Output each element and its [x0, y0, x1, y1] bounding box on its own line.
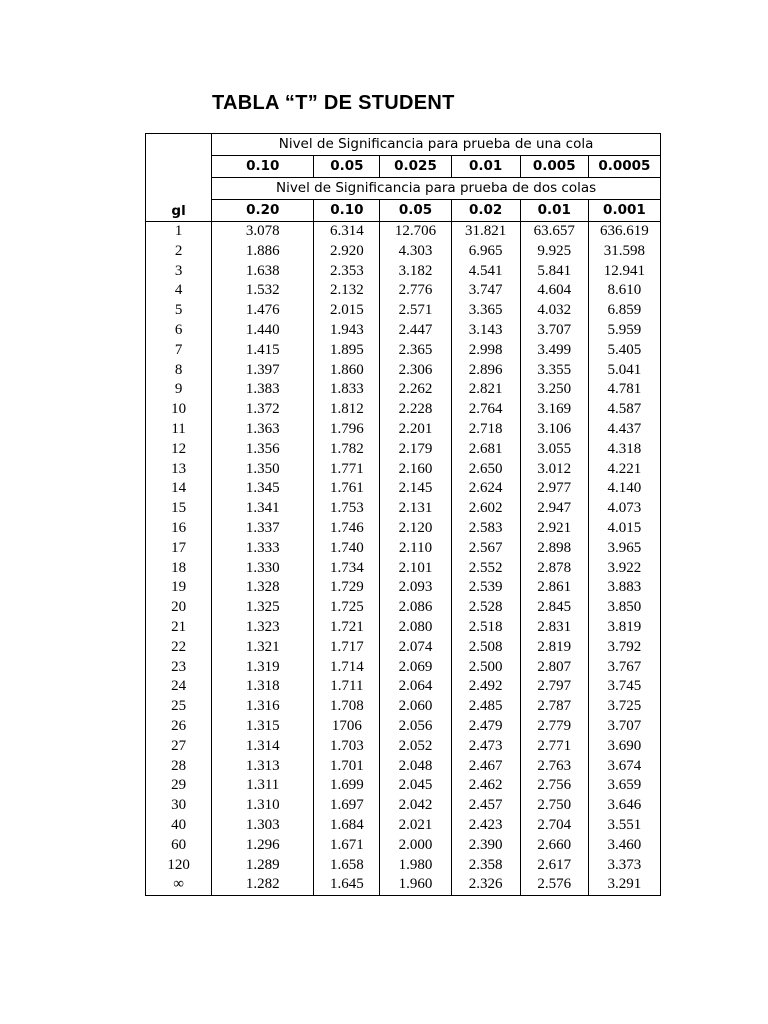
table-row — [146, 677, 661, 697]
one-tail-level-2: 0.025 — [380, 156, 451, 178]
one-tail-level-5: 0.0005 — [588, 156, 660, 178]
critical-value-cell: 3.674 — [588, 757, 660, 777]
critical-value-cell: 2.650 — [451, 460, 520, 480]
table-row — [146, 281, 661, 301]
df-cell: 7 — [146, 341, 212, 361]
critical-value-cell: 4.221 — [588, 460, 660, 480]
critical-value-cell: 4.303 — [380, 242, 451, 262]
table-row — [146, 618, 661, 638]
critical-value-cell: 1.782 — [314, 440, 380, 460]
critical-value-cell: 2.617 — [520, 856, 588, 876]
table-row — [146, 539, 661, 559]
critical-value-cell: 2.093 — [380, 578, 451, 598]
table-row — [146, 717, 661, 737]
critical-value-cell: 2.056 — [380, 717, 451, 737]
critical-value-cell: 2.069 — [380, 658, 451, 678]
critical-value-cell: 2.528 — [451, 598, 520, 618]
table-row — [146, 816, 661, 836]
critical-value-cell: 2.831 — [520, 618, 588, 638]
critical-value-cell: 1.708 — [314, 697, 380, 717]
table-row — [146, 301, 661, 321]
critical-value-cell: 2.567 — [451, 539, 520, 559]
critical-value-cell: 2.015 — [314, 301, 380, 321]
critical-value-cell: 1706 — [314, 717, 380, 737]
critical-value-cell: 1.397 — [212, 361, 314, 381]
page-title: TABLA “T” DE STUDENT — [212, 92, 455, 114]
critical-value-cell: 5.405 — [588, 341, 660, 361]
critical-value-cell: 2.462 — [451, 776, 520, 796]
critical-value-cell: 31.821 — [451, 222, 520, 242]
df-cell: 18 — [146, 559, 212, 579]
two-tail-level-1: 0.10 — [314, 200, 380, 222]
critical-value-cell: 4.587 — [588, 400, 660, 420]
critical-value-cell: 2.576 — [520, 875, 588, 895]
critical-value-cell: 1.282 — [212, 875, 314, 895]
critical-value-cell: 1.703 — [314, 737, 380, 757]
table-row — [146, 757, 661, 777]
table-row — [146, 737, 661, 757]
table-body — [146, 222, 661, 896]
critical-value-cell: 1.356 — [212, 440, 314, 460]
df-cell: 24 — [146, 677, 212, 697]
critical-value-cell: 1.363 — [212, 420, 314, 440]
critical-value-cell: 3.460 — [588, 836, 660, 856]
two-tail-level-2: 0.05 — [380, 200, 451, 222]
critical-value-cell: 1.796 — [314, 420, 380, 440]
df-cell: 28 — [146, 757, 212, 777]
critical-value-cell: 1.345 — [212, 479, 314, 499]
critical-value-cell: 2.771 — [520, 737, 588, 757]
table-row — [146, 361, 661, 381]
critical-value-cell: 2.763 — [520, 757, 588, 777]
df-cell: 25 — [146, 697, 212, 717]
critical-value-cell: 3.078 — [212, 222, 314, 242]
critical-value-cell: 1.313 — [212, 757, 314, 777]
critical-value-cell: 2.764 — [451, 400, 520, 420]
table-row — [146, 796, 661, 816]
critical-value-cell: 3.143 — [451, 321, 520, 341]
table-row — [146, 479, 661, 499]
critical-value-cell: 2.423 — [451, 816, 520, 836]
critical-value-cell: 3.106 — [520, 420, 588, 440]
critical-value-cell: 2.131 — [380, 499, 451, 519]
critical-value-cell: 2.500 — [451, 658, 520, 678]
critical-value-cell: 1.771 — [314, 460, 380, 480]
critical-value-cell: 4.318 — [588, 440, 660, 460]
critical-value-cell: 4.073 — [588, 499, 660, 519]
critical-value-cell: 2.779 — [520, 717, 588, 737]
critical-value-cell: 2.797 — [520, 677, 588, 697]
critical-value-cell: 2.479 — [451, 717, 520, 737]
df-cell: 22 — [146, 638, 212, 658]
critical-value-cell: 6.314 — [314, 222, 380, 242]
df-cell: ∞ — [146, 875, 212, 895]
critical-value-cell: 2.896 — [451, 361, 520, 381]
table-row — [146, 598, 661, 618]
critical-value-cell: 1.323 — [212, 618, 314, 638]
df-cell: 14 — [146, 479, 212, 499]
critical-value-cell: 3.965 — [588, 539, 660, 559]
df-cell: 40 — [146, 816, 212, 836]
critical-value-cell: 2.552 — [451, 559, 520, 579]
table-row — [146, 519, 661, 539]
table-row — [146, 856, 661, 876]
critical-value-cell: 2.776 — [380, 281, 451, 301]
critical-value-cell: 1.658 — [314, 856, 380, 876]
critical-value-cell: 2.262 — [380, 380, 451, 400]
df-cell: 4 — [146, 281, 212, 301]
critical-value-cell: 2.060 — [380, 697, 451, 717]
df-cell: 1 — [146, 222, 212, 242]
critical-value-cell: 3.747 — [451, 281, 520, 301]
critical-value-cell: 3.499 — [520, 341, 588, 361]
critical-value-cell: 12.706 — [380, 222, 451, 242]
critical-value-cell: 1.350 — [212, 460, 314, 480]
critical-value-cell: 4.437 — [588, 420, 660, 440]
critical-value-cell: 1.638 — [212, 262, 314, 282]
df-cell: 10 — [146, 400, 212, 420]
critical-value-cell: 1.372 — [212, 400, 314, 420]
critical-value-cell: 2.845 — [520, 598, 588, 618]
critical-value-cell: 1.711 — [314, 677, 380, 697]
critical-value-cell: 9.925 — [520, 242, 588, 262]
critical-value-cell: 3.690 — [588, 737, 660, 757]
critical-value-cell: 4.015 — [588, 519, 660, 539]
critical-value-cell: 2.977 — [520, 479, 588, 499]
critical-value-cell: 3.922 — [588, 559, 660, 579]
critical-value-cell: 2.756 — [520, 776, 588, 796]
one-tail-level-1: 0.05 — [314, 156, 380, 178]
critical-value-cell: 3.250 — [520, 380, 588, 400]
critical-value-cell: 1.684 — [314, 816, 380, 836]
one-tail-levels-row — [146, 156, 661, 178]
critical-value-cell: 2.306 — [380, 361, 451, 381]
critical-value-cell: 3.792 — [588, 638, 660, 658]
critical-value-cell: 1.311 — [212, 776, 314, 796]
critical-value-cell: 2.353 — [314, 262, 380, 282]
df-cell: 120 — [146, 856, 212, 876]
critical-value-cell: 1.746 — [314, 519, 380, 539]
critical-value-cell: 3.373 — [588, 856, 660, 876]
critical-value-cell: 2.583 — [451, 519, 520, 539]
one-tail-level-4: 0.005 — [520, 156, 588, 178]
df-cell: 16 — [146, 519, 212, 539]
critical-value-cell: 2.898 — [520, 539, 588, 559]
table-row — [146, 262, 661, 282]
critical-value-cell: 63.657 — [520, 222, 588, 242]
critical-value-cell: 2.132 — [314, 281, 380, 301]
critical-value-cell: 1.714 — [314, 658, 380, 678]
table-row — [146, 875, 661, 895]
critical-value-cell: 4.140 — [588, 479, 660, 499]
table-row — [146, 697, 661, 717]
critical-value-cell: 5.841 — [520, 262, 588, 282]
critical-value-cell: 2.201 — [380, 420, 451, 440]
critical-value-cell: 1.303 — [212, 816, 314, 836]
df-cell: 13 — [146, 460, 212, 480]
critical-value-cell: 3.819 — [588, 618, 660, 638]
critical-value-cell: 1.812 — [314, 400, 380, 420]
critical-value-cell: 4.604 — [520, 281, 588, 301]
two-tail-level-4: 0.01 — [520, 200, 588, 222]
critical-value-cell: 2.365 — [380, 341, 451, 361]
critical-value-cell: 2.101 — [380, 559, 451, 579]
critical-value-cell: 3.646 — [588, 796, 660, 816]
critical-value-cell: 8.610 — [588, 281, 660, 301]
critical-value-cell: 2.787 — [520, 697, 588, 717]
critical-value-cell: 3.725 — [588, 697, 660, 717]
critical-value-cell: 636.619 — [588, 222, 660, 242]
critical-value-cell: 2.998 — [451, 341, 520, 361]
critical-value-cell: 2.473 — [451, 737, 520, 757]
critical-value-cell: 2.074 — [380, 638, 451, 658]
critical-value-cell: 2.508 — [451, 638, 520, 658]
critical-value-cell: 6.965 — [451, 242, 520, 262]
critical-value-cell: 2.921 — [520, 519, 588, 539]
critical-value-cell: 1.717 — [314, 638, 380, 658]
df-cell: 29 — [146, 776, 212, 796]
df-cell: 9 — [146, 380, 212, 400]
df-cell: 11 — [146, 420, 212, 440]
df-cell: 3 — [146, 262, 212, 282]
critical-value-cell: 1.701 — [314, 757, 380, 777]
critical-value-cell: 1.321 — [212, 638, 314, 658]
critical-value-cell: 2.045 — [380, 776, 451, 796]
critical-value-cell: 2.518 — [451, 618, 520, 638]
critical-value-cell: 2.042 — [380, 796, 451, 816]
critical-value-cell: 31.598 — [588, 242, 660, 262]
critical-value-cell: 2.160 — [380, 460, 451, 480]
critical-value-cell: 3.551 — [588, 816, 660, 836]
table-row — [146, 242, 661, 262]
critical-value-cell: 2.000 — [380, 836, 451, 856]
critical-value-cell: 2.326 — [451, 875, 520, 895]
critical-value-cell: 2.080 — [380, 618, 451, 638]
df-cell: 2 — [146, 242, 212, 262]
critical-value-cell: 3.707 — [588, 717, 660, 737]
critical-value-cell: 2.447 — [380, 321, 451, 341]
critical-value-cell: 1.895 — [314, 341, 380, 361]
critical-value-cell: 2.878 — [520, 559, 588, 579]
critical-value-cell: 3.291 — [588, 875, 660, 895]
two-tail-level-0: 0.20 — [212, 200, 314, 222]
critical-value-cell: 2.807 — [520, 658, 588, 678]
critical-value-cell: 3.767 — [588, 658, 660, 678]
critical-value-cell: 1.734 — [314, 559, 380, 579]
critical-value-cell: 3.355 — [520, 361, 588, 381]
critical-value-cell: 3.707 — [520, 321, 588, 341]
df-cell: 26 — [146, 717, 212, 737]
critical-value-cell: 1.296 — [212, 836, 314, 856]
df-cell: 30 — [146, 796, 212, 816]
table-row — [146, 440, 661, 460]
critical-value-cell: 1.886 — [212, 242, 314, 262]
critical-value-cell: 1.721 — [314, 618, 380, 638]
critical-value-cell: 1.415 — [212, 341, 314, 361]
critical-value-cell: 1.960 — [380, 875, 451, 895]
critical-value-cell: 1.383 — [212, 380, 314, 400]
critical-value-cell: 1.314 — [212, 737, 314, 757]
table-row — [146, 321, 661, 341]
critical-value-cell: 2.120 — [380, 519, 451, 539]
critical-value-cell: 4.781 — [588, 380, 660, 400]
df-cell: 21 — [146, 618, 212, 638]
two-tail-level-3: 0.02 — [451, 200, 520, 222]
critical-value-cell: 2.179 — [380, 440, 451, 460]
critical-value-cell: 1.440 — [212, 321, 314, 341]
table-row — [146, 499, 661, 519]
one-tail-header: Nivel de Significancia para prueba de una cola — [212, 134, 661, 156]
critical-value-cell: 2.110 — [380, 539, 451, 559]
critical-value-cell: 2.492 — [451, 677, 520, 697]
critical-value-cell: 1.860 — [314, 361, 380, 381]
critical-value-cell: 2.390 — [451, 836, 520, 856]
critical-value-cell: 1.532 — [212, 281, 314, 301]
critical-value-cell: 2.704 — [520, 816, 588, 836]
critical-value-cell: 2.052 — [380, 737, 451, 757]
critical-value-cell: 2.539 — [451, 578, 520, 598]
critical-value-cell: 2.681 — [451, 440, 520, 460]
table-row — [146, 420, 661, 440]
critical-value-cell: 3.055 — [520, 440, 588, 460]
critical-value-cell: 3.850 — [588, 598, 660, 618]
df-cell: 15 — [146, 499, 212, 519]
critical-value-cell: 1.341 — [212, 499, 314, 519]
table-row — [146, 380, 661, 400]
critical-value-cell: 1.833 — [314, 380, 380, 400]
df-cell: 17 — [146, 539, 212, 559]
t-distribution-table — [145, 133, 661, 896]
critical-value-cell: 1.943 — [314, 321, 380, 341]
critical-value-cell: 1.729 — [314, 578, 380, 598]
critical-value-cell: 2.571 — [380, 301, 451, 321]
critical-value-cell: 1.740 — [314, 539, 380, 559]
critical-value-cell: 6.859 — [588, 301, 660, 321]
critical-value-cell: 2.750 — [520, 796, 588, 816]
critical-value-cell: 1.330 — [212, 559, 314, 579]
two-tail-level-5: 0.001 — [588, 200, 660, 222]
critical-value-cell: 4.032 — [520, 301, 588, 321]
critical-value-cell: 1.699 — [314, 776, 380, 796]
critical-value-cell: 3.745 — [588, 677, 660, 697]
df-cell: 19 — [146, 578, 212, 598]
critical-value-cell: 5.041 — [588, 361, 660, 381]
critical-value-cell: 1.315 — [212, 717, 314, 737]
critical-value-cell: 1.310 — [212, 796, 314, 816]
one-tail-level-3: 0.01 — [451, 156, 520, 178]
critical-value-cell: 3.169 — [520, 400, 588, 420]
critical-value-cell: 2.861 — [520, 578, 588, 598]
two-tail-levels-row — [146, 200, 661, 222]
critical-value-cell: 2.819 — [520, 638, 588, 658]
df-cell: 6 — [146, 321, 212, 341]
critical-value-cell: 1.697 — [314, 796, 380, 816]
critical-value-cell: 2.660 — [520, 836, 588, 856]
critical-value-cell: 1.476 — [212, 301, 314, 321]
critical-value-cell: 2.485 — [451, 697, 520, 717]
df-cell: 12 — [146, 440, 212, 460]
table-row — [146, 559, 661, 579]
critical-value-cell: 1.725 — [314, 598, 380, 618]
df-cell: 23 — [146, 658, 212, 678]
df-cell: 27 — [146, 737, 212, 757]
critical-value-cell: 2.064 — [380, 677, 451, 697]
table-row — [146, 836, 661, 856]
critical-value-cell: 2.457 — [451, 796, 520, 816]
critical-value-cell: 2.467 — [451, 757, 520, 777]
table-row — [146, 222, 661, 242]
table-row — [146, 341, 661, 361]
critical-value-cell: 2.602 — [451, 499, 520, 519]
critical-value-cell: 2.048 — [380, 757, 451, 777]
critical-value-cell: 1.333 — [212, 539, 314, 559]
critical-value-cell: 1.753 — [314, 499, 380, 519]
critical-value-cell: 3.182 — [380, 262, 451, 282]
table-row — [146, 658, 661, 678]
df-cell: 5 — [146, 301, 212, 321]
critical-value-cell: 1.645 — [314, 875, 380, 895]
critical-value-cell: 12.941 — [588, 262, 660, 282]
gl-header: gl — [146, 134, 212, 222]
critical-value-cell: 3.659 — [588, 776, 660, 796]
critical-value-cell: 2.358 — [451, 856, 520, 876]
critical-value-cell: 4.541 — [451, 262, 520, 282]
critical-value-cell: 5.959 — [588, 321, 660, 341]
table-row — [146, 776, 661, 796]
critical-value-cell: 1.328 — [212, 578, 314, 598]
critical-value-cell: 1.337 — [212, 519, 314, 539]
critical-value-cell: 2.145 — [380, 479, 451, 499]
critical-value-cell: 2.947 — [520, 499, 588, 519]
df-cell: 60 — [146, 836, 212, 856]
critical-value-cell: 2.821 — [451, 380, 520, 400]
critical-value-cell: 1.325 — [212, 598, 314, 618]
critical-value-cell: 2.920 — [314, 242, 380, 262]
critical-value-cell: 3.883 — [588, 578, 660, 598]
df-cell: 20 — [146, 598, 212, 618]
critical-value-cell: 1.319 — [212, 658, 314, 678]
critical-value-cell: 2.086 — [380, 598, 451, 618]
critical-value-cell: 1.671 — [314, 836, 380, 856]
one-tail-level-0: 0.10 — [212, 156, 314, 178]
critical-value-cell: 3.365 — [451, 301, 520, 321]
critical-value-cell: 2.718 — [451, 420, 520, 440]
critical-value-cell: 1.980 — [380, 856, 451, 876]
critical-value-cell: 1.318 — [212, 677, 314, 697]
table-row — [146, 460, 661, 480]
critical-value-cell: 1.761 — [314, 479, 380, 499]
table-row — [146, 638, 661, 658]
critical-value-cell: 1.289 — [212, 856, 314, 876]
critical-value-cell: 2.021 — [380, 816, 451, 836]
table-row — [146, 578, 661, 598]
critical-value-cell: 3.012 — [520, 460, 588, 480]
df-cell: 8 — [146, 361, 212, 381]
critical-value-cell: 2.624 — [451, 479, 520, 499]
two-tail-header: Nivel de Significancia para prueba de dos colas — [212, 178, 661, 200]
critical-value-cell: 1.316 — [212, 697, 314, 717]
table-row — [146, 400, 661, 420]
critical-value-cell: 2.228 — [380, 400, 451, 420]
